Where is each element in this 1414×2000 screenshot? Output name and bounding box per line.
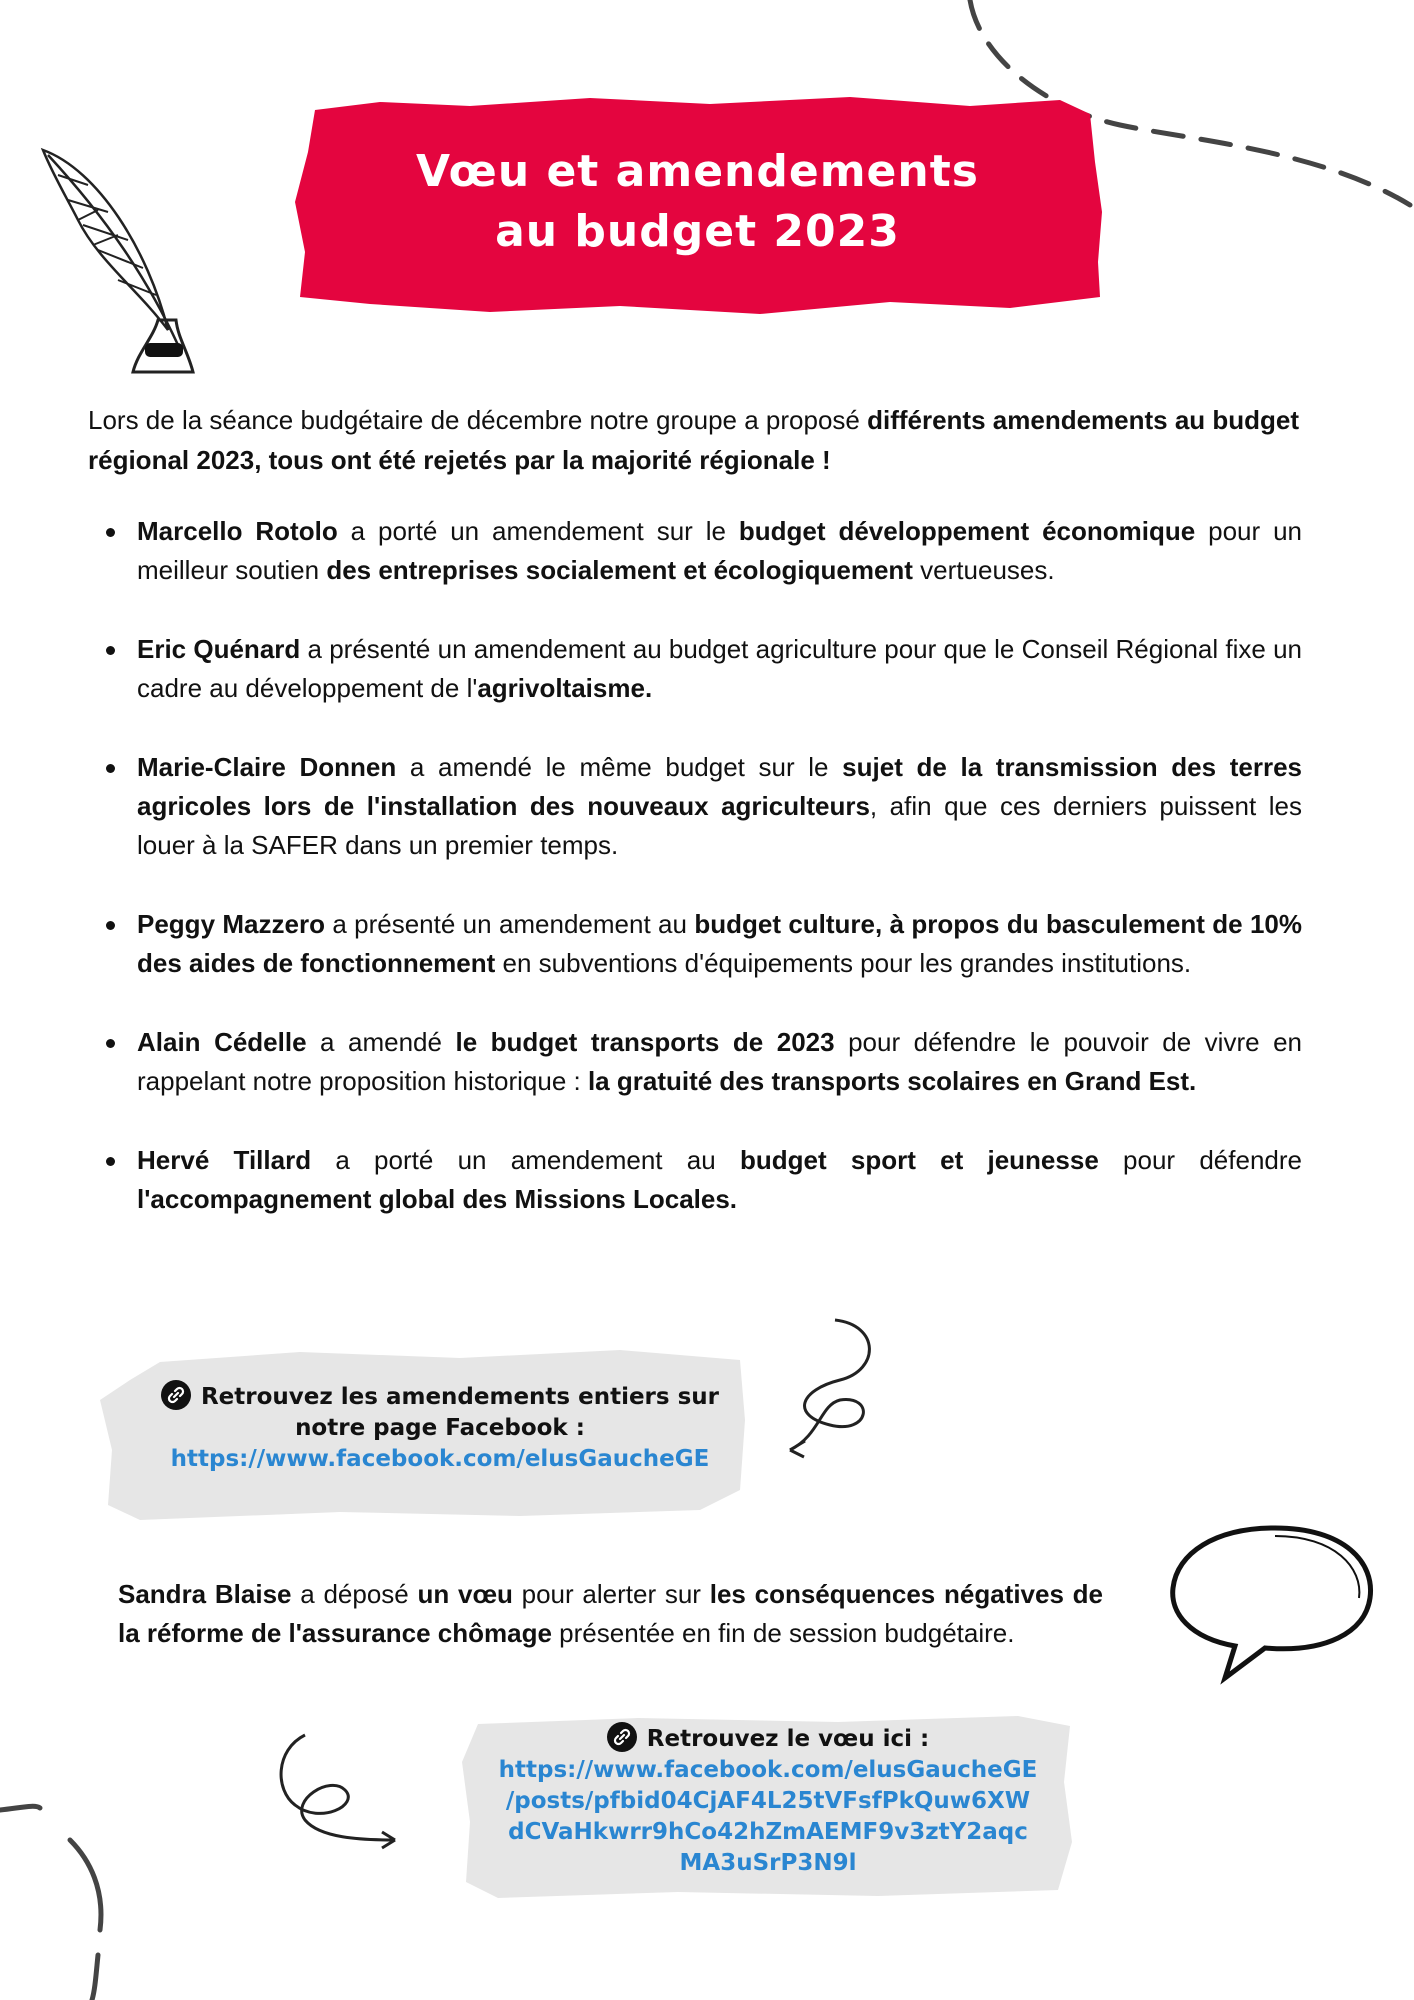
list-item [88, 512, 1302, 590]
item-bold: l'accompagnement global des Missions Locales. [137, 1184, 738, 1214]
speech-bubble-icon [1165, 1518, 1385, 1688]
callout-line2: notre page Facebook : [295, 1415, 585, 1441]
bullet-dot [106, 646, 115, 655]
person-name: Marcello Rotolo [137, 516, 338, 546]
bullet-dot [106, 764, 115, 773]
voeu-link-line3[interactable]: dCVaHkwrr9hCo42hZmAEMF9v3ztY2aqc [508, 1819, 1028, 1845]
callout-line1: Retrouvez les amendements entiers sur [200, 1384, 720, 1410]
curly-arrow-icon [260, 1730, 410, 1850]
list-item [88, 748, 1302, 865]
list-item [88, 630, 1302, 708]
title-banner [290, 92, 1105, 320]
voeu-link-line1[interactable]: https://www.facebook.com/elusGaucheGE [498, 1757, 1038, 1783]
intro-text: Lors de la séance budgétaire de décembre notre groupe a proposé [88, 405, 868, 435]
voeu-paragraph [118, 1575, 1103, 1653]
item-text: pour un meilleur soutien [137, 516, 1303, 585]
intro-bold: différents amendements au budget régional 2023, tous ont été rejetés par la majorité régionale ! [88, 405, 1300, 475]
facebook-callout [100, 1340, 750, 1525]
list-item [88, 905, 1302, 983]
list-item [88, 1023, 1302, 1101]
person-name: Sandra Blaise [118, 1579, 292, 1609]
item-bold: budget culture, à propos du basculement de 10% des aides de fonctionnement [137, 909, 1302, 978]
facebook-page-link[interactable]: https://www.facebook.com/elusGaucheGE [170, 1446, 710, 1472]
page-title-line1: Vœu et amendements [416, 146, 979, 197]
item-bold: des entreprises socialement et écologiquement [326, 555, 913, 585]
voeu-bold: un vœu [417, 1579, 513, 1609]
item-text: a présenté un amendement au budget agriculture pour que le Conseil Régional fixe un cadre au développement de l' [137, 634, 1302, 703]
voeu-callout-label: Retrouvez le vœu ici : [646, 1726, 930, 1752]
item-text: a présenté un amendement au [324, 909, 695, 939]
voeu-text: présentée en fin de session budgétaire. [551, 1618, 1015, 1648]
person-name: Eric Quénard [137, 634, 301, 664]
item-bold: le budget transports de 2023 [455, 1027, 835, 1057]
item-text: a amendé [306, 1027, 456, 1057]
curly-arrow-icon [780, 1315, 890, 1465]
bullet-dot [106, 1039, 115, 1048]
item-text: a porté un amendement sur le [337, 516, 739, 546]
bullet-dot [106, 1157, 115, 1166]
link-icon [607, 1722, 637, 1752]
dashed-curve-bottom-left [0, 1780, 140, 2000]
facebook-callout-text [130, 1380, 750, 1475]
item-text: vertueuses. [912, 555, 1055, 585]
amendments-list [88, 512, 1302, 1259]
item-text: , afin que ces derniers puissent les louer à la SAFER dans un premier temps. [137, 791, 1302, 860]
intro-paragraph [88, 400, 1302, 480]
list-item [88, 1141, 1302, 1219]
person-name: Peggy Mazzero [137, 909, 325, 939]
page-title-line2: au budget 2023 [495, 206, 900, 257]
voeu-callout [458, 1712, 1078, 1902]
person-name: Hervé Tillard [137, 1145, 312, 1175]
voeu-callout-text [458, 1722, 1078, 1879]
item-text: pour défendre le pouvoir de vivre en rappelant notre proposition historique : [137, 1027, 1303, 1096]
item-bold: budget développement économique [738, 516, 1196, 546]
page-title [290, 142, 1105, 262]
link-icon [161, 1380, 191, 1410]
item-text: a porté un amendement au [311, 1145, 740, 1175]
item-bold: sujet de la transmission des terres agricoles lors de l'installation des nouveaux agriculteurs [137, 752, 1303, 821]
voeu-text: a déposé [291, 1579, 418, 1609]
bullet-dot [106, 528, 115, 537]
item-bold: budget sport et jeunesse [739, 1145, 1099, 1175]
item-text: a amendé le même budget sur le [396, 752, 843, 782]
voeu-text: pour alerter sur [512, 1579, 710, 1609]
item-bold: la gratuité des transports scolaires en Grand Est. [587, 1066, 1197, 1096]
voeu-bold: les conséquences négatives de la réforme de l'assurance chômage [118, 1579, 1104, 1648]
item-text: pour défendre [1098, 1145, 1302, 1175]
person-name: Marie-Claire Donnen [137, 752, 397, 782]
item-text: en subventions d'équipements pour les grandes institutions. [495, 948, 1192, 978]
bullet-dot [106, 921, 115, 930]
quill-ink-icon [38, 140, 208, 380]
item-bold: agrivoltaisme. [477, 673, 653, 703]
voeu-link-line4[interactable]: MA3uSrP3N9l [679, 1850, 857, 1876]
voeu-link-line2[interactable]: /posts/pfbid04CjAF4L25tVFsfPkQuw6XW [505, 1788, 1031, 1814]
person-name: Alain Cédelle [137, 1027, 307, 1057]
